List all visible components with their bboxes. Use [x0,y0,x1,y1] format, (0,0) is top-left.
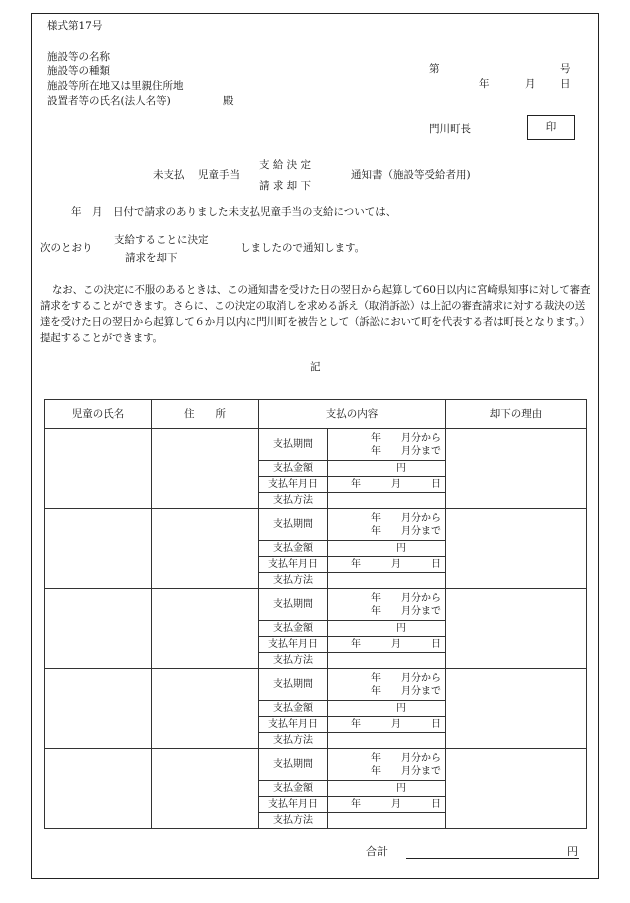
pay-date-value: 年 月 日 [328,797,446,813]
total-unit: 円 [567,845,578,858]
address-cell [152,589,259,669]
rejection-reason-cell [446,509,587,589]
pay-date-value: 年 月 日 [328,557,446,573]
ki-mark: 記 [310,361,321,373]
pay-method-label: 支払方法 [259,573,328,589]
rejection-reason-cell [446,589,587,669]
rejection-reason-cell [446,749,587,829]
founder-name-label: 設置者等の氏名(法人名等) [47,95,171,107]
period-to: 年 月分まで [371,685,441,697]
seal-box: 印 [527,115,575,140]
amount-unit: 円 [396,463,407,474]
period-to: 年 月分まで [371,525,441,537]
period-value [328,589,446,621]
pay-date-value: 年 月 日 [328,637,446,653]
facility-type-label: 施設等の種類 [47,65,110,77]
child-name-cell [45,589,152,669]
amount-unit: 円 [396,703,407,714]
payment-table [44,399,587,829]
period-label: 支払期間 [259,509,328,541]
form-number: 様式第17号 [47,20,103,32]
intro-sentence: 年 月 日付で請求のありました未支払児童手当の支給については、 [71,206,397,218]
title-suffix: 通知書（施設等受給者用) [351,169,471,181]
pay-date-label: 支払年月日 [259,477,328,493]
amount-value [328,701,446,717]
pay-date-label: 支払年月日 [259,557,328,573]
facility-address-label: 施設等所在地又は里親住所地 [47,80,184,92]
pay-date-label: 支払年月日 [259,717,328,733]
period-value [328,749,446,781]
amount-unit: 円 [396,623,407,634]
period-from: 年 月分から [371,672,441,684]
period-value [328,429,446,461]
pay-method-value [328,813,446,829]
period-from: 年 月分から [371,592,441,604]
amount-label: 支払金額 [259,621,328,637]
period-label: 支払期間 [259,429,328,461]
amount-label: 支払金額 [259,701,328,717]
amount-value [328,541,446,557]
table-row [45,429,587,461]
address-cell [152,429,259,509]
number-suffix: 号 [560,63,571,75]
period-to: 年 月分まで [371,605,441,617]
title-prefix-1: 未支払 [153,169,185,181]
rejection-reason-cell [446,429,587,509]
period-label: 支払期間 [259,589,328,621]
title-prefix-2: 児童手当 [198,169,240,181]
amount-value [328,621,446,637]
amount-label: 支払金額 [259,541,328,557]
child-name-cell [45,429,152,509]
table-header-row [45,400,587,429]
period-label: 支払期間 [259,749,328,781]
table-row [45,509,587,541]
pay-method-label: 支払方法 [259,493,328,509]
title-option-reject: 請 求 却 下 [259,180,312,192]
period-from: 年 月分から [371,512,441,524]
facility-name-label: 施設等の名称 [47,51,110,63]
pay-method-label: 支払方法 [259,813,328,829]
header-rejection-reason: 却下の理由 [446,400,587,429]
period-to: 年 月分まで [371,765,441,777]
amount-label: 支払金額 [259,781,328,797]
number-prefix: 第 [429,63,440,75]
period-from: 年 月分から [371,752,441,764]
amount-label: 支払金額 [259,461,328,477]
appeal-notice: なお、この決定に不服のあるときは、この通知書を受けた日の翌日から起算して60日以内に宮崎県知事に対して審査請求をすることができます。さらに、この決定の取消しを求める訴え（取消訴訟）は上記の審査請求に対する裁決の送達を受けた日の翌日から起算して６か月以内に門川町を被告として（訴訟において町を代表する者は町長となります。）提起することができます。 [40,284,591,344]
pay-method-value [328,573,446,589]
table-row [45,589,587,621]
pay-date-label: 支払年月日 [259,637,328,653]
issuer-name: 門川町長 [429,123,471,135]
date-year: 年 [479,78,490,90]
period-from: 年 月分から [371,432,441,444]
header-address: 住 所 [152,400,259,429]
amount-value [328,781,446,797]
honorific: 殿 [223,95,234,107]
total-amount-line [406,858,579,859]
pay-method-value [328,493,446,509]
header-child-name: 児童の氏名 [45,400,152,429]
amount-value [328,461,446,477]
period-value [328,669,446,701]
pay-date-value: 年 月 日 [328,717,446,733]
period-value [328,509,446,541]
amount-unit: 円 [396,543,407,554]
pay-date-value: 年 月 日 [328,477,446,493]
child-name-cell [45,749,152,829]
body-option-reject: 請求を却下 [125,252,178,264]
date-month: 月 [525,78,536,90]
date-day: 日 [560,78,571,90]
address-cell [152,669,259,749]
address-cell [152,509,259,589]
body-suffix: しましたので通知します。 [240,242,366,254]
pay-method-label: 支払方法 [259,733,328,749]
period-label: 支払期間 [259,669,328,701]
child-name-cell [45,669,152,749]
table-row [45,669,587,701]
header-payment-content: 支払の内容 [259,400,446,429]
period-to: 年 月分まで [371,445,441,457]
pay-method-value [328,733,446,749]
child-name-cell [45,509,152,589]
title-option-approve: 支 給 決 定 [259,159,312,171]
amount-unit: 円 [396,783,407,794]
body-prefix: 次のとおり [40,242,93,254]
total-label: 合計 [366,845,388,858]
table-row [45,749,587,781]
pay-date-label: 支払年月日 [259,797,328,813]
pay-method-label: 支払方法 [259,653,328,669]
pay-method-value [328,653,446,669]
address-cell [152,749,259,829]
rejection-reason-cell [446,669,587,749]
body-option-approve: 支給することに決定 [114,234,209,246]
